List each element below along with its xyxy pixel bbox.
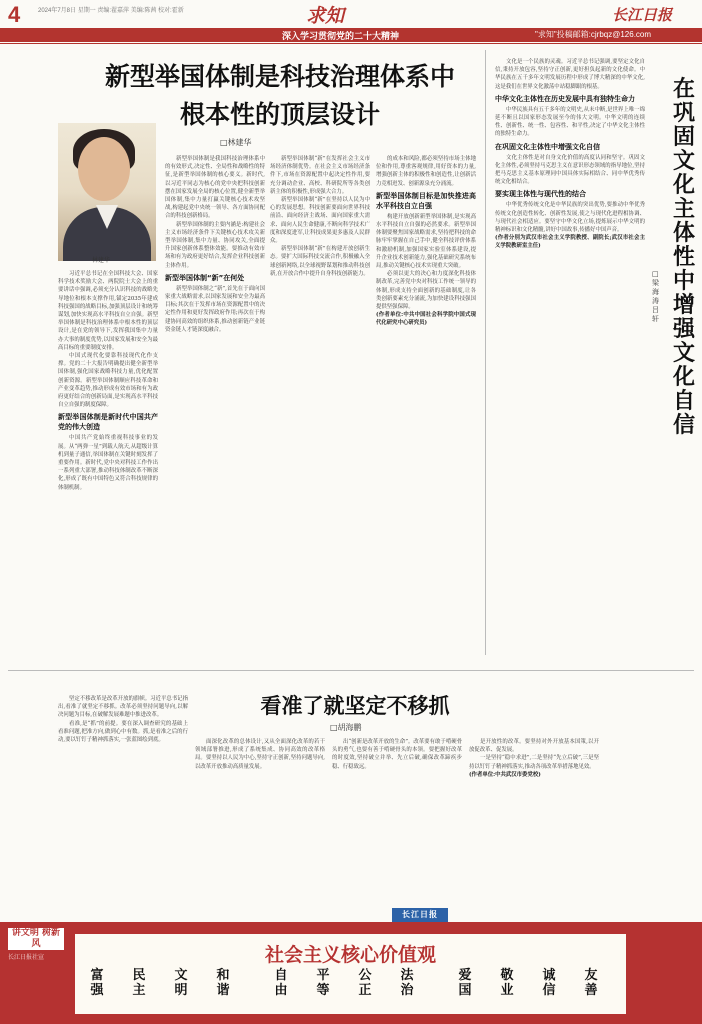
stamp-logo: 长江日报 [392, 908, 448, 922]
article3-column-4 [469, 738, 599, 910]
paragraph: 新型举国体制“新”在发挥社会主义市场经济体制优势。在社会主义市场经济条件下,市场在资源配置中起决定性作用,要充分调动企业、高校、科研院所等各类创新主体的积极性,形成强大合力。 [270, 156, 370, 195]
subheading: 要实现主体性与现代性的结合 [495, 190, 586, 199]
author-note: (作者单位:中共中国社会科学院中国式现代化研究中心研究员) [376, 312, 476, 327]
value-word: 民主 [132, 968, 146, 998]
contact-email: "求知"投稿邮箱:cjrbqz@126.com [535, 30, 652, 39]
paragraph: 中华民族具有五千多年的文明史,从未中断,是世界上唯一绵延不断且以国家形态发展至今的伟大文明。中华文明的连续性、创新性、统一性、包容性、和平性,决定了中华文化主体性的独特生命力。 [495, 106, 645, 138]
paragraph: 坚定不移改革是改革开放的旗帜。习近平总书记指出,看准了就坚定不移抓。改革必须坚持问题导向,以解决问题为目标,在破解发展难题中推进改革。 [58, 696, 188, 719]
banner-label: 讲文明 树新风 [8, 928, 64, 950]
author-note: (作者分别为武汉市社会主义学院教授、副院长;武汉市社会主义学院教研室主任) [495, 235, 645, 250]
byline: □林建华 [220, 138, 252, 147]
column-logo: 求知 [306, 5, 345, 27]
subheading: 新型举国体制“新”在何处 [165, 273, 245, 282]
article3-column-3 [332, 738, 462, 910]
paragraph: 新型举国体制是我国科技治理体系中的有效形式,决定性、全局性和战略性的特征,是新型举国体制的核心要义。新时代,以习近平同志为核心的党中央把科技创新摆在国家发展全局的核心位置,健全新型举国体制,集中力量打赢关键核心技术攻坚战,构建起党中央统一领导、各方面协同配合的科技创新格局。 [165, 156, 265, 220]
paragraph: 新型举国体制之“新”,首先在于面向国家重大战略需求,以国家发展和安全为最高目标;其次在于发挥市场在资源配置中的决定性作用和更好发挥政府作用;再次在于构建协同高效的组织体系,推动创新链产业链资金链人才链深度融合。 [165, 285, 265, 333]
subheading: 新型举国体制目标是加快推进高水平科技自立自强 [376, 191, 476, 210]
value-word: 友善 [584, 968, 598, 998]
value-word: 爱国 [458, 968, 472, 998]
issue-meta: 2024年7月8日 星期一 责编:翟嘉萍 美编:陈茜 校对:霍新 [38, 8, 184, 14]
article3-column-2 [195, 738, 325, 910]
paragraph: 新型举国体制“新”在坚持以人民为中心的发展思想。科技创新要面向世界科技前沿、面向经济主战场、面向国家重大需求、面向人民生命健康,不断向科学技术广度和深度进军,让科技成果更多惠及人民群众。 [270, 197, 370, 245]
page-number: 4 [8, 2, 21, 27]
value-word: 平等 [316, 968, 330, 998]
paragraph: 是开放性的改革。要坚持对外开放基本国策,以开放促改革、促发展。 [469, 739, 599, 754]
paragraph: 必须以更大的决心和力度深化科技体制改革,完善党中央对科技工作统一领导的体制,形成支持全面创新的基础制度,让各类创新要素充分涌流,为加快建设科技强国提供坚强保障。 [376, 271, 476, 311]
article2-body [495, 58, 645, 658]
article3-byline: □胡海鹏 [330, 723, 362, 732]
paragraph: 新型举国体制“新”在构建开放创新生态。要扩大国际科技交流合作,积极融入全球创新网络,以全球视野谋划和推动科技创新,在开放合作中提升自身科技创新能力。 [270, 246, 370, 277]
subheading: 中华文化主体性在历史发展中具有独特生命力 [495, 94, 635, 103]
article1-column-3 [270, 155, 370, 678]
article3-headline: 看准了就坚定不移抓 [260, 694, 450, 718]
value-word: 富强 [90, 968, 104, 998]
paragraph: 看准,是“抓”的前提。要在深入调查研究的基础上看准问题,把准方向,做到心中有数。抓,是看准之后的行动,要以钉钉子精神抓落实,一张蓝图绘到底。 [58, 720, 188, 744]
article1-column-4 [376, 155, 476, 678]
headline-line-1: 新型举国体制是科技治理体系中 [104, 62, 455, 91]
value-word: 文明 [174, 968, 188, 998]
paragraph: 的成本和风险,都必须坚持市场主体地位和作用,尊重客观规律,用好资本的力量,增强创新主体的积极性和创造性,让创新活力竞相迸发、创新源泉充分涌流。 [376, 156, 476, 187]
value-word: 自由 [274, 968, 288, 998]
subheading: 在巩固文化主体性中增强文化自信 [495, 142, 600, 151]
value-word: 敬业 [500, 968, 514, 998]
column-divider [485, 50, 486, 655]
paragraph: 文化主体性是对自身文化价值的高度认同和坚守。巩固文化主体性,必须坚持马克思主义在意识形态领域的指导地位,坚持把马克思主义基本原理同中国具体实际相结合、同中华优秀传统文化相结合。 [495, 154, 645, 186]
paragraph: 文化是一个民族的灵魂。习近平总书记强调,要坚定文化自信,秉持开放包容,坚持守正创新,更好担负起新的文化使命。中华民族在五千多年文明发展历程中形成了博大精深的中华文化,这是我们在世界文化激荡中站稳脚跟的根基。 [495, 59, 645, 90]
paragraph: 面深化改革的总体设计,又从全面深化改革的若干领域部署推进,形成了系统集成、协同高效的改革格局。要坚持以人民为中心,坚持守正创新,坚持问题导向,以改革开放推动高质量发展。 [195, 739, 325, 770]
photo-caption: 林建华 [92, 257, 111, 264]
header-banner-text: 深入学习贯彻党的二十大精神 [282, 31, 400, 41]
newspaper-logo: 长江日报 [612, 6, 673, 24]
section-divider [8, 670, 694, 671]
paragraph: 构建开放创新新型举国体制,是实现高水平科技自立自强的必然要求。新型举国体制要聚焦国家战略需求,坚持把科技的命脉牢牢掌握在自己手中,健全科技评价体系和激励机制,加强国家实验室体系建设,提升企业技术创新能力,强化基础研究系统布局,推动关键核心技术实现重大突破。 [376, 213, 476, 270]
banner-sub: 长江日报社宣 [8, 955, 45, 961]
paragraph: 新型举国体制的主要内涵是:构建社会主义市场经济条件下关键核心技术攻关新型举国体制,集中力量、协同攻关,全面提升国家创新体系整体效能。要推动有效市场和有为政府更好结合,发挥企业科技创新主体作用。 [165, 221, 265, 269]
paragraph: 中国共产党始终重视科技事业的发展。从“两弹一星”到载人航天,从超级计算机到量子通信,举国体制在关键时刻发挥了重要作用。新时代,党中央对科技工作作出一系列重大部署,推动科技体制改革不断深化,形成了既有中国特色又符合科技规律的体制机制。 [58, 435, 158, 491]
author-photo [58, 123, 156, 261]
paragraph: 习近平总书记在全国科技大会、国家科学技术奖励大会、两院院士大会上的重要讲话中强调,必须充分认识科技的战略先导地位和根本支撑作用,锚定2035年建成科技强国的战略目标,加强顶层设计和统筹谋划,加快实现高水平科技自立自强。新型举国体制是科技治理体系中根本性的顶层设计,是在党的领导下,发挥我国集中力量办大事的制度优势,以国家发展和安全为最高目标的重要制度安排。 [58, 271, 158, 351]
photo-face [78, 137, 130, 201]
subheading: 新型举国体制是新时代中国共产党的伟大创造 [58, 413, 158, 432]
value-word: 和谐 [216, 968, 230, 998]
paragraph: 中华优秀传统文化是中华民族的突出优势,要推动中华优秀传统文化创造性转化、创新性发展,使之与现代化进程相协调、与现代社会相适应。要坚守中华文化立场,提炼展示中华文明的精神标识和文化精髓,讲好中国故事,传播好中国声音。 [495, 202, 645, 234]
article1-column-2 [165, 155, 265, 678]
article2-headline: 在巩固文化主体性中增强文化自信 [672, 77, 695, 438]
article1-column-1 [58, 270, 158, 678]
paragraph: 出“创新是改革开放的生命”。改革要有敢于啃硬骨头的勇气,也要有善于啃硬骨头的本领。要把握好改革的时度效,坚持破立并举、先立后破,确保改革蹄疾步稳、行稳致远。 [332, 739, 462, 770]
paragraph: 一是坚持“稳中求进”,二是坚持“先立后破”,三是坚持以钉钉子精神抓落实,推动各项改革举措落地见效。 [469, 755, 599, 770]
value-word: 公正 [358, 968, 372, 998]
article2-byline: □梁海涛 吕轩 [652, 270, 659, 323]
author-note: (作者单位:中共武汉市委党校) [469, 771, 541, 778]
value-word: 诚信 [542, 968, 556, 998]
article3-column-1 [58, 695, 188, 910]
headline-line-2: 根本性的顶层设计 [179, 100, 380, 129]
value-word: 法治 [400, 968, 414, 998]
banner-title: 社会主义核心价值观 [264, 944, 436, 966]
paragraph: 中国式现代化要靠科技现代化作支撑。党的二十大报告明确提出健全新型举国体制,强化国家战略科技力量,优化配置创新资源。新型举国体制顺应科技革命和产业变革趋势,推动形成有效市场和有为政府更好结合的创新局面,是实现高水平科技自立自强的制度保障。 [58, 353, 158, 409]
